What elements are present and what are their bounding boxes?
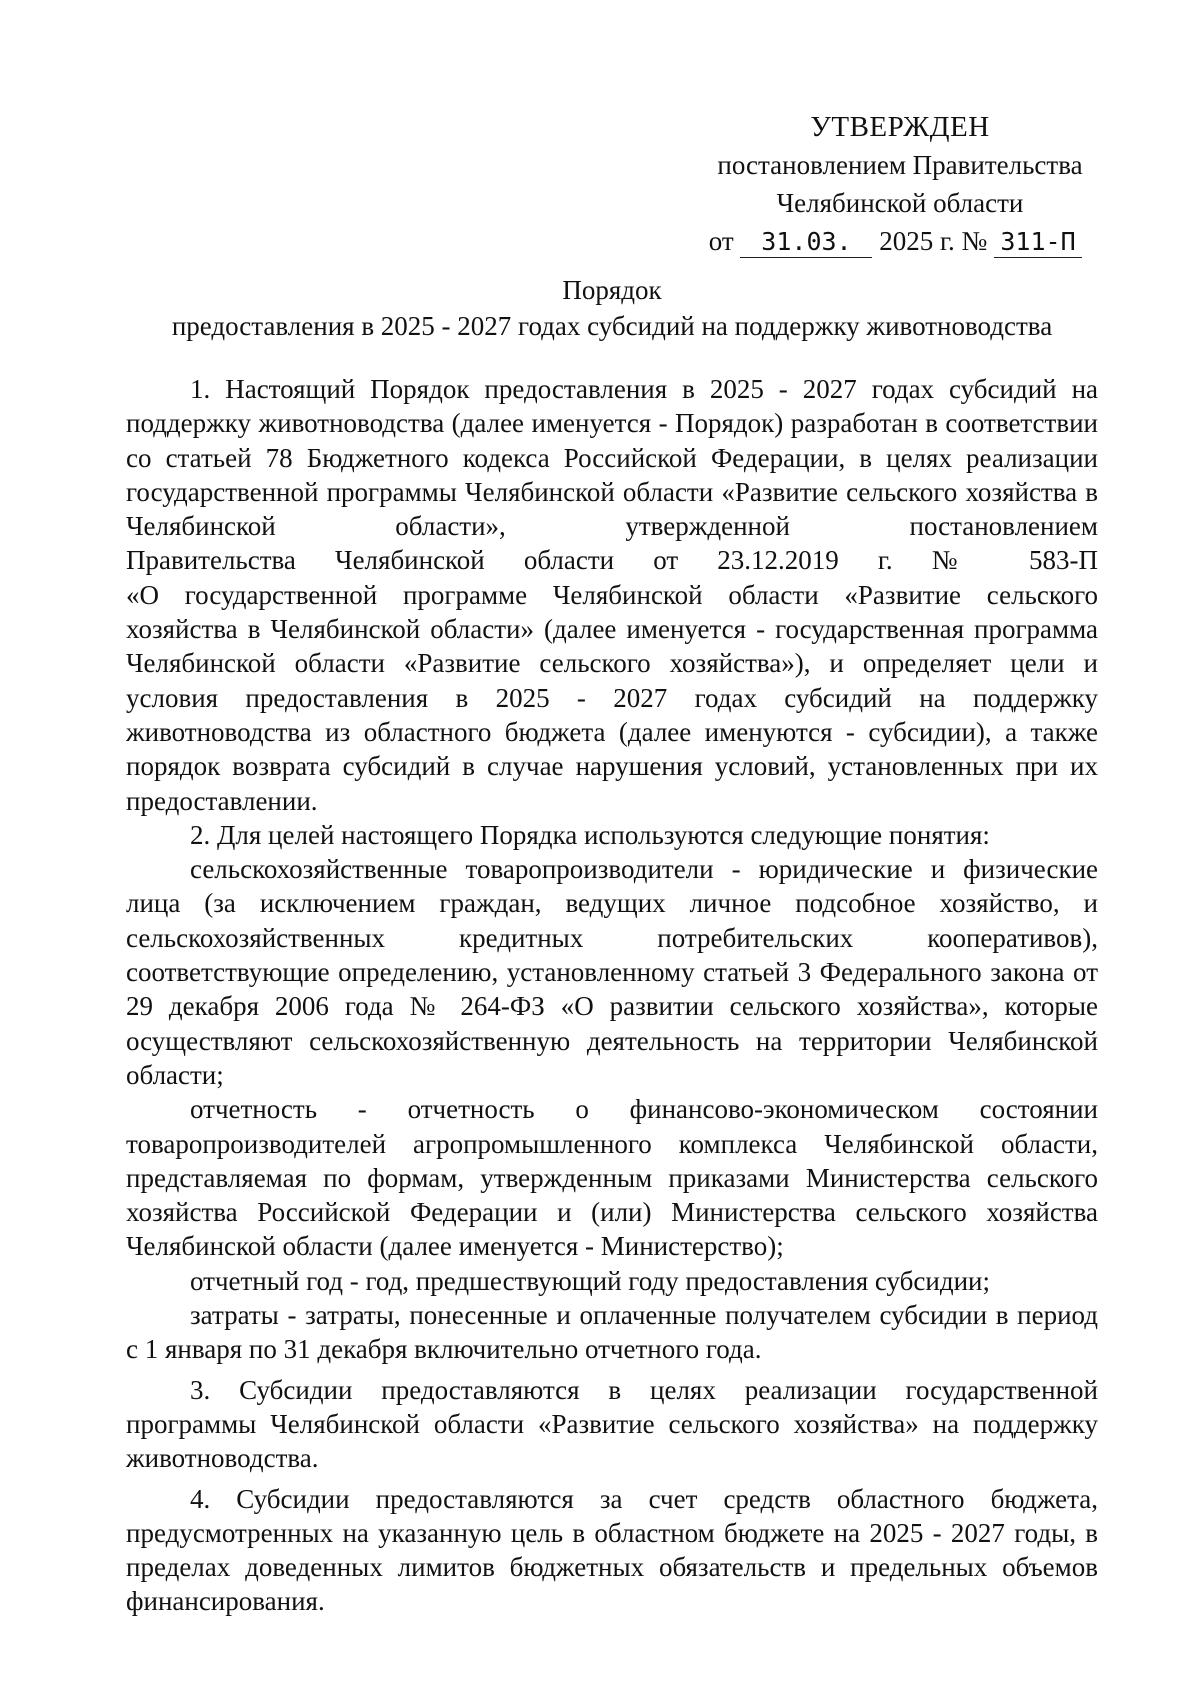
document-body — [126, 372, 1098, 1619]
paragraph-2: 2. Для целей настоящего Порядка используются следующие понятия: — [190, 819, 990, 850]
title-line-1: Порядок — [562, 275, 662, 305]
definition-reporting-year: отчетный год - год, предшествующий году предоставления субсидии; — [190, 1265, 990, 1296]
document-title — [126, 272, 1098, 344]
document-number: 311-П — [994, 227, 1082, 258]
approval-line-1: постановлением Правительства — [717, 150, 1083, 180]
approval-stamp — [690, 108, 1110, 260]
definition-costs: затраты - затраты, понесенные и оплаченные получателем субсидии в период с 1 января по 31 декабря включительно отчетного года. — [126, 1300, 1098, 1365]
approval-line-2: Челябинской области — [776, 188, 1024, 218]
paragraph-4: 4. Субсидии предоставляются за счет средств областного бюджета, предусмотренных на указанную цель в областном бюджете на 2025 - 2027 годы, в пределах доведенных лимитов бюджетных обязательств и предельных объемов финансирования. — [126, 1483, 1098, 1617]
date-value: 31.03. — [740, 227, 872, 258]
date-prefix: от — [708, 226, 734, 256]
title-line-2: предоставления в 2025 - 2027 годах субсидий на поддержку животноводства — [171, 311, 1053, 341]
paragraph-1-line: Правительства Челябинской области от 23.12.2019 г. № 583-П — [126, 545, 1098, 576]
definition-producers: сельскохозяйственные товаропроизводители - юридические и физические лица (за исключением граждан, ведущих личное подсобное хозяйство, и сельскохозяйственных кредитных потребительских кооперативов), соответствующие определению, установленному статьей 3 Федерального закона от 29 декабря 2006 года № 264-ФЗ «О развитии сельского хозяйства», которые осуществляют сельскохозяйственную деятельность на территории Челябинской области; — [126, 854, 1098, 1090]
approved-heading: УТВЕРЖДЕН — [810, 111, 990, 143]
paragraph-3: 3. Субсидии предоставляются в целях реализации государственной программы Челябинской области «Развитие сельского хозяйства» на поддержку животноводства. — [126, 1374, 1098, 1474]
paragraph-1: 1. Настоящий Порядок предоставления в 2025 - 2027 годах субсидий на поддержку животноводства (далее именуется - Порядок) разработан в соответствии со статьей 78 Бюджетного кодекса Российской Федерации, в целях реализации государственной программы Челябинской области «Развитие сельского хозяйства в Челябинской области», утвержденной постановлением — [126, 374, 1098, 542]
approval-date-row — [690, 222, 1082, 260]
paragraph-1-rest: «О государственной программе Челябинской области «Развитие сельского хозяйства в Челябинской области» (далее именуется - государственная программа Челябинской области «Развитие сельского хозяйства»), и определяет цели и условия предоставления в 2025 - 2027 годах субсидий на поддержку животноводства из областного бюджета (далее именуются - субсидии), а также порядок возврата субсидий в случае нарушения условий, установленных при их предоставлении. — [126, 579, 1098, 816]
year-text: 2025 г. № — [879, 226, 988, 256]
definition-reporting: отчетность - отчетность о финансово-экономическом состоянии товаропроизводителей агропромышленного комплекса Челябинской области, представляемая по формам, утвержденным приказами Министерства сельского хозяйства Российской Федерации и (или) Министерства сельского хозяйства Челябинской области (далее именуется - Министерство); — [126, 1094, 1098, 1262]
